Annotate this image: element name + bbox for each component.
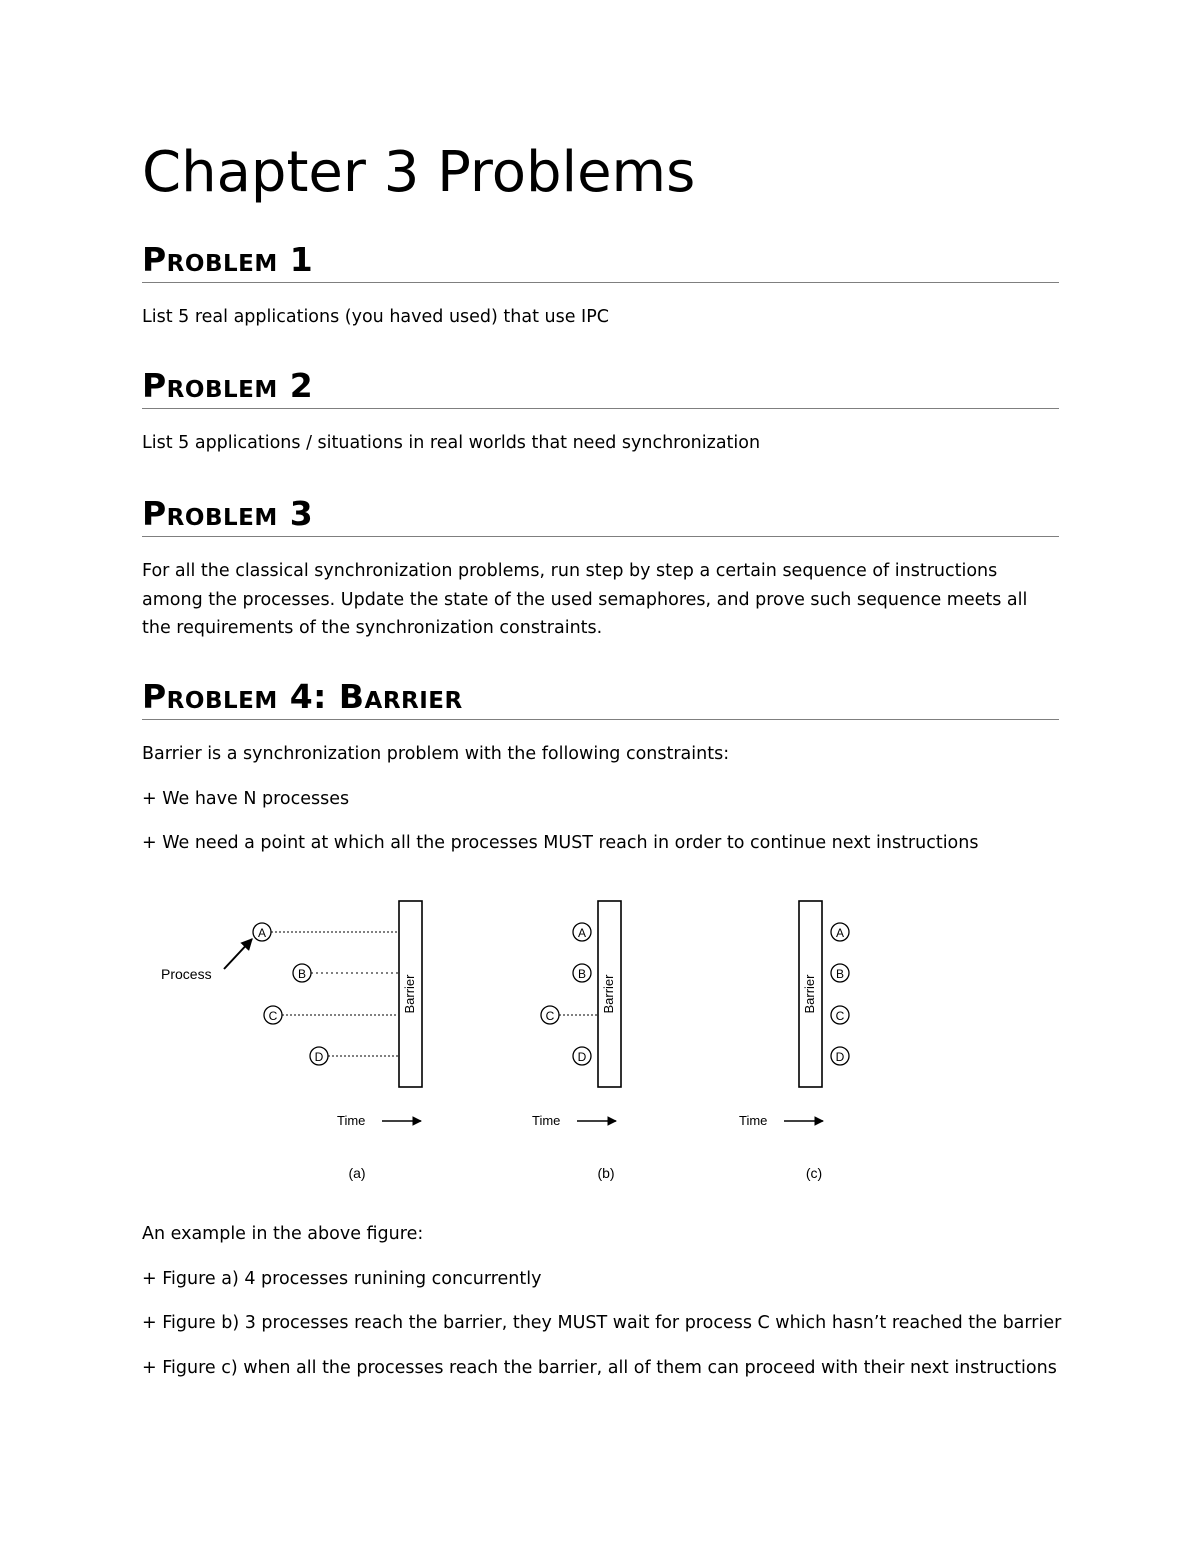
problem-2-heading: Problem 2 bbox=[142, 366, 1059, 409]
problem-4-constraint-1: + We have N processes bbox=[142, 788, 350, 809]
barrier-diagram bbox=[142, 890, 1059, 1190]
page-title: Chapter 3 Problems bbox=[142, 140, 696, 205]
process-d-label: D bbox=[835, 1050, 845, 1064]
process-a-label: A bbox=[577, 926, 587, 940]
figure-panel-b bbox=[532, 901, 621, 1181]
problem-1-section bbox=[142, 240, 1059, 332]
time-label-a: Time bbox=[337, 1113, 366, 1128]
process-a-label: A bbox=[257, 926, 267, 940]
process-b-label: B bbox=[577, 967, 587, 981]
barrier-figure bbox=[142, 890, 1059, 1190]
caption-c: (c) bbox=[805, 1165, 823, 1181]
process-c-label: C bbox=[545, 1009, 555, 1023]
figure-explanation bbox=[142, 1220, 1062, 1382]
problem-1-heading: Problem 1 bbox=[142, 240, 1059, 283]
process-b-label: B bbox=[835, 967, 845, 981]
explanation-figure-b: + Figure b) 3 processes reach the barrier, they MUST wait for process C which hasn’t reached the barrier bbox=[142, 1313, 1062, 1333]
time-label-c: Time bbox=[739, 1113, 768, 1128]
problem-3-section bbox=[142, 494, 1059, 643]
process-d-label: D bbox=[577, 1050, 587, 1064]
process-label: Process bbox=[161, 966, 212, 982]
time-label-b: Time bbox=[532, 1113, 561, 1128]
barrier-label-a: Barrier bbox=[402, 974, 417, 1014]
explanation-intro: An example in the above figure: bbox=[142, 1224, 424, 1244]
problem-4-constraint-2: + We need a point at which all the processes MUST reach in order to continue next instructions bbox=[142, 833, 979, 853]
problem-2-section bbox=[142, 366, 1059, 458]
problem-3-heading: Problem 3 bbox=[142, 494, 1059, 537]
figure-panel-a bbox=[161, 901, 422, 1181]
process-d-label: D bbox=[314, 1050, 324, 1064]
explanation-figure-a: + Figure a) 4 processes runining concurrently bbox=[142, 1268, 542, 1289]
problem-1-text: List 5 real applications (you haved used) that use IPC bbox=[142, 307, 609, 327]
problem-3-text: For all the classical synchronization problems, run step by step a certain sequence of instructions among the processes. Update the state of the used semaphores, and prove such sequence meets all the requirements of the synchronization constraints. bbox=[142, 561, 1028, 638]
problem-4-intro: Barrier is a synchronization problem with the following constraints: bbox=[142, 744, 730, 764]
process-arrow bbox=[224, 939, 252, 969]
explanation-figure-c: + Figure c) when all the processes reach the barrier, all of them can proceed with their next instructions bbox=[142, 1357, 1057, 1378]
problem-2-text: List 5 applications / situations in real worlds that need synchronization bbox=[142, 433, 761, 453]
process-b-label: B bbox=[297, 967, 307, 981]
barrier-label-c: Barrier bbox=[802, 974, 817, 1014]
barrier-label-b: Barrier bbox=[601, 974, 616, 1014]
figure-panel-c bbox=[739, 901, 849, 1181]
process-c-label: C bbox=[835, 1009, 845, 1023]
caption-a: (a) bbox=[348, 1165, 366, 1181]
process-c-label: C bbox=[268, 1009, 278, 1023]
caption-b: (b) bbox=[597, 1165, 615, 1181]
problem-4-section bbox=[142, 677, 1059, 858]
process-a-label: A bbox=[835, 926, 845, 940]
problem-4-heading: Problem 4: Barrier bbox=[142, 677, 1059, 720]
